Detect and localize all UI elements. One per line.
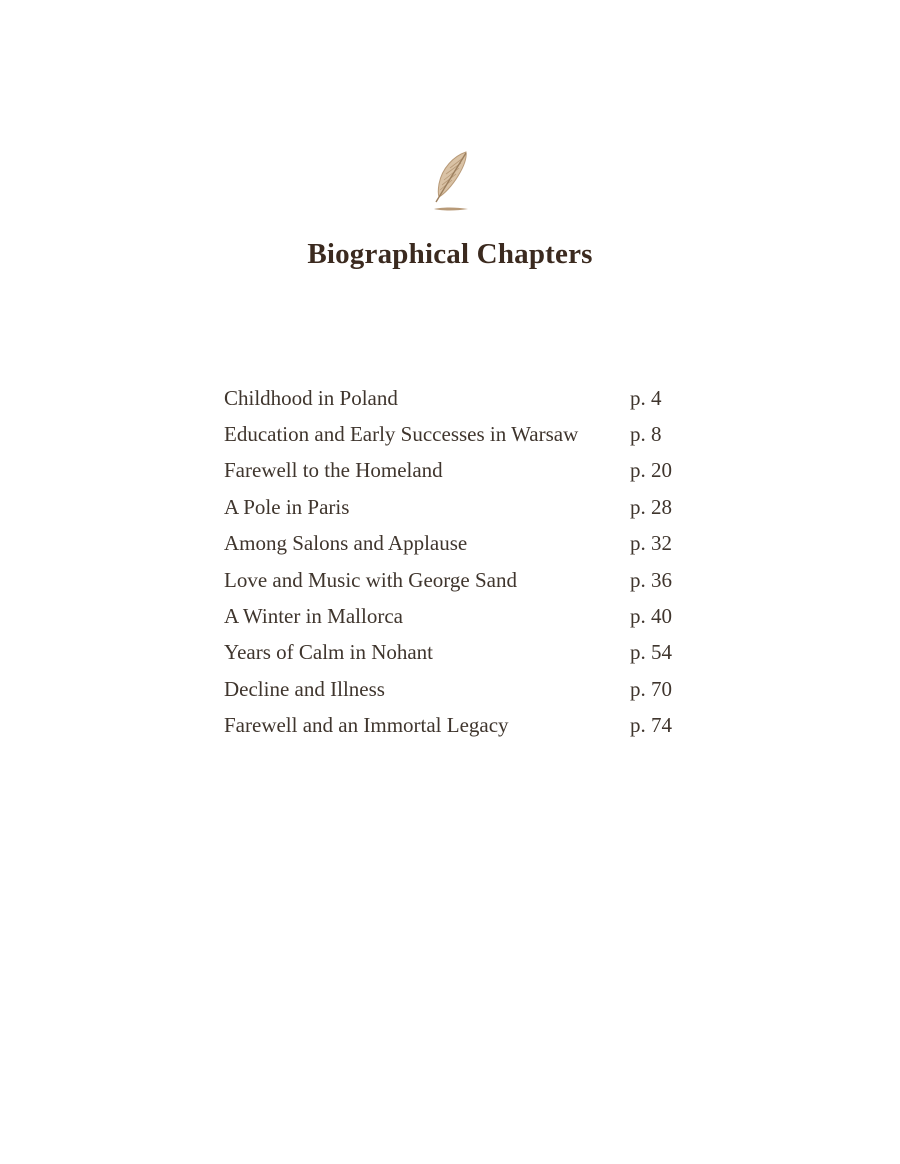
chapter-page: p. 28: [630, 494, 672, 519]
toc-row[interactable]: [224, 598, 684, 634]
chapter-title: A Winter in Mallorca: [224, 604, 403, 629]
chapter-title: Decline and Illness: [224, 676, 385, 701]
toc-row[interactable]: [224, 671, 684, 707]
table-of-contents: [224, 380, 684, 744]
toc-row[interactable]: [224, 708, 684, 744]
chapter-page: p. 74: [630, 713, 672, 738]
toc-row[interactable]: [224, 562, 684, 598]
toc-row[interactable]: [224, 380, 684, 416]
toc-row[interactable]: [224, 489, 684, 525]
toc-row[interactable]: [224, 453, 684, 489]
chapter-title: Farewell to the Homeland: [224, 458, 443, 483]
chapter-title: Childhood in Poland: [224, 385, 398, 410]
toc-row[interactable]: [224, 526, 684, 562]
chapter-title: Love and Music with George Sand: [224, 567, 517, 592]
chapter-page: p. 54: [630, 640, 672, 665]
chapter-page: p. 70: [630, 676, 672, 701]
quill-icon: [430, 150, 472, 214]
chapter-title: Years of Calm in Nohant: [224, 640, 434, 665]
toc-row[interactable]: [224, 416, 684, 452]
toc-row[interactable]: [224, 635, 684, 671]
chapter-page: p. 20: [630, 458, 672, 483]
chapter-title: Education and Early Successes in Warsaw: [224, 422, 579, 447]
chapter-page: p. 4: [630, 385, 662, 410]
chapter-page: p. 32: [630, 531, 672, 556]
chapter-title: A Pole in Paris: [224, 494, 350, 519]
chapter-page: p. 8: [630, 422, 662, 447]
chapter-title: Among Salons and Applause: [224, 531, 468, 556]
chapter-title: Farewell and an Immortal Legacy: [224, 713, 509, 738]
chapter-page: p. 40: [630, 604, 672, 629]
page-title: Biographical Chapters: [307, 238, 593, 270]
chapter-page: p. 36: [630, 567, 672, 592]
